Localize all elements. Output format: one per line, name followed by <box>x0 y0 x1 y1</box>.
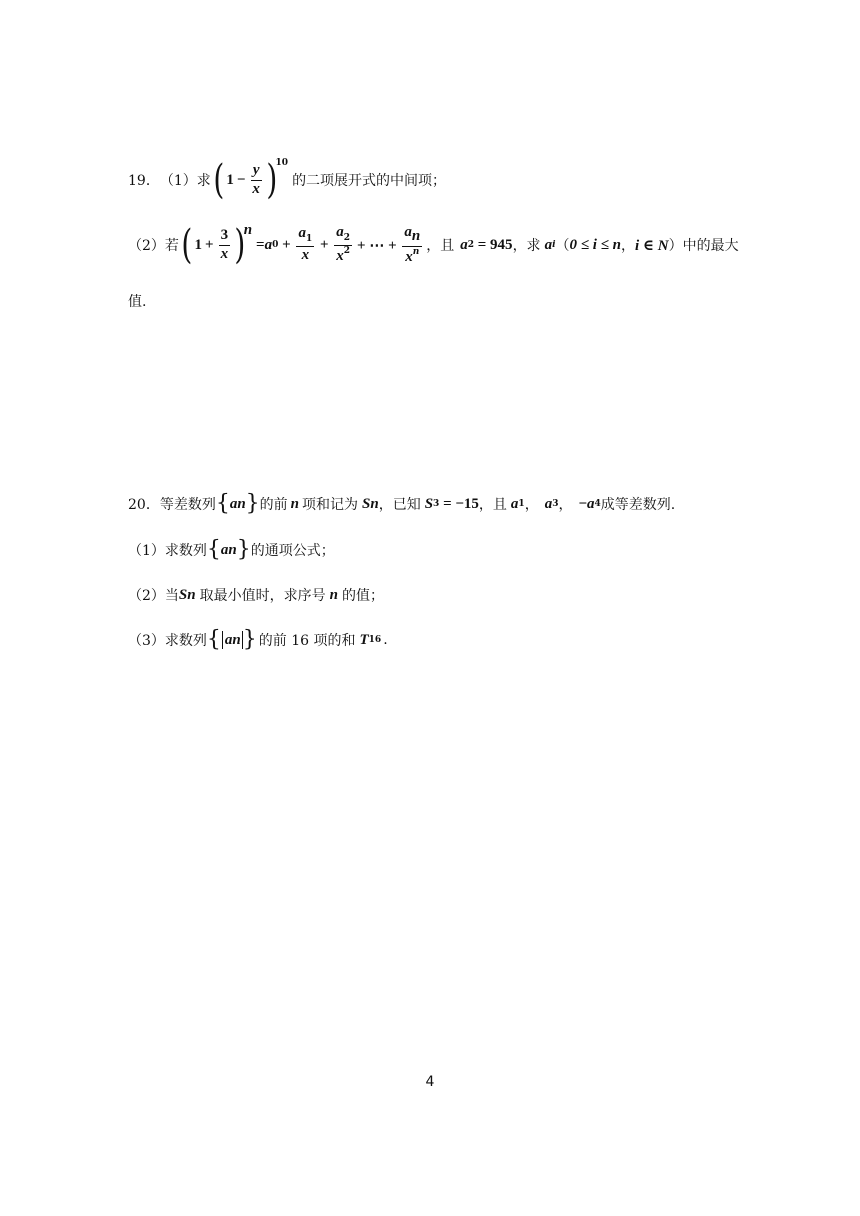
value-neg-15: = −15 <box>439 495 479 512</box>
plus: + <box>278 236 295 253</box>
text-value: 值. <box>128 294 147 310</box>
expr-one: 1 <box>226 171 234 188</box>
text-max: ）中的最大 <box>668 238 739 254</box>
expr-one: 1 <box>194 236 203 253</box>
brace-right: } <box>242 627 257 652</box>
condition-natural: i ∈ N <box>634 237 669 254</box>
problem-19-continuation <box>128 290 146 312</box>
brace-left: { <box>215 491 230 516</box>
fraction-a1-over-x: $\frac{a_1}{x}$ <box>298 225 313 263</box>
text-ask: ，求 <box>512 238 541 254</box>
expr-plus: + <box>205 236 214 253</box>
fraction-3-over-x: $\frac{3}{x}$ <box>220 226 229 262</box>
abs-bar <box>222 631 223 649</box>
right-paren: ) <box>266 157 278 203</box>
problem-20-number: 20． <box>128 497 160 513</box>
fraction-y-over-x: $\frac{y}{x}$ <box>252 161 260 197</box>
part-1-text: 的二项展开式的中间项； <box>292 173 447 189</box>
exponent-10: 10 <box>275 158 289 168</box>
brace-left: { <box>206 627 221 652</box>
problem-20-q3: （3）求数列 { a n } 的前 16 项的和 T 16 . <box>128 627 388 652</box>
page-number: 4 <box>425 1074 435 1090</box>
fraction-an-over-xn: $\frac{a_n}{x^n}$ <box>404 223 421 265</box>
fraction-a2-over-x2: $\frac{a_2}{x^2}$ <box>336 224 351 264</box>
problem-19-part-2: （2）若 ( 1 + $\frac{3}{x}$ ) n = a 0 + $\frac{a_1}{x}$ + $\frac{a_2}{x^2}$ + ⋯ + $\frac{a_n}{x^n}$ ，且 a 2 = 945 ，求 a i （ 0 ≤ i ≤ n ， i ∈ N ）中的最大 <box>128 222 739 268</box>
problem-20-q1: （1）求数列 { a n } 的通项公式； <box>128 537 335 562</box>
right-paren: ) <box>234 222 246 268</box>
brace-right: } <box>245 491 260 516</box>
problem-20-stem: 20． 等差数列 { a n } 的前 n 项和记为 S n ，已知 S 3 = −15 ，且 a 1 ， a 3 ， − a 4 成等差数列. <box>128 491 676 516</box>
condition-range: 0 ≤ i ≤ n <box>569 236 621 253</box>
plus: + <box>316 236 333 253</box>
brace-right: } <box>236 537 251 562</box>
ellipsis-plus: + ⋯ + <box>357 237 401 254</box>
brace-left: { <box>206 537 221 562</box>
equals: = <box>256 236 265 253</box>
left-paren: ( <box>181 222 193 268</box>
part-1-label: （1）求 <box>159 173 211 189</box>
problem-19-part-1 <box>128 157 447 203</box>
paren-open: （ <box>555 238 570 254</box>
problem-20-q2: （2）当 S n 取最小值时，求序号 n 的值； <box>128 586 384 604</box>
value-945: = 945 <box>474 236 513 253</box>
a-0: a <box>264 236 273 253</box>
a-2: a <box>460 236 468 253</box>
text-and: ，且 <box>426 238 455 254</box>
left-paren: ( <box>213 157 225 203</box>
sub-0: 0 <box>272 240 279 250</box>
exponent-n: n <box>243 222 253 238</box>
expr-minus: − <box>236 171 246 188</box>
a-i: a <box>544 236 553 253</box>
part-2-label: （2）若 <box>128 238 179 254</box>
problem-19-number: 19． <box>128 173 160 189</box>
